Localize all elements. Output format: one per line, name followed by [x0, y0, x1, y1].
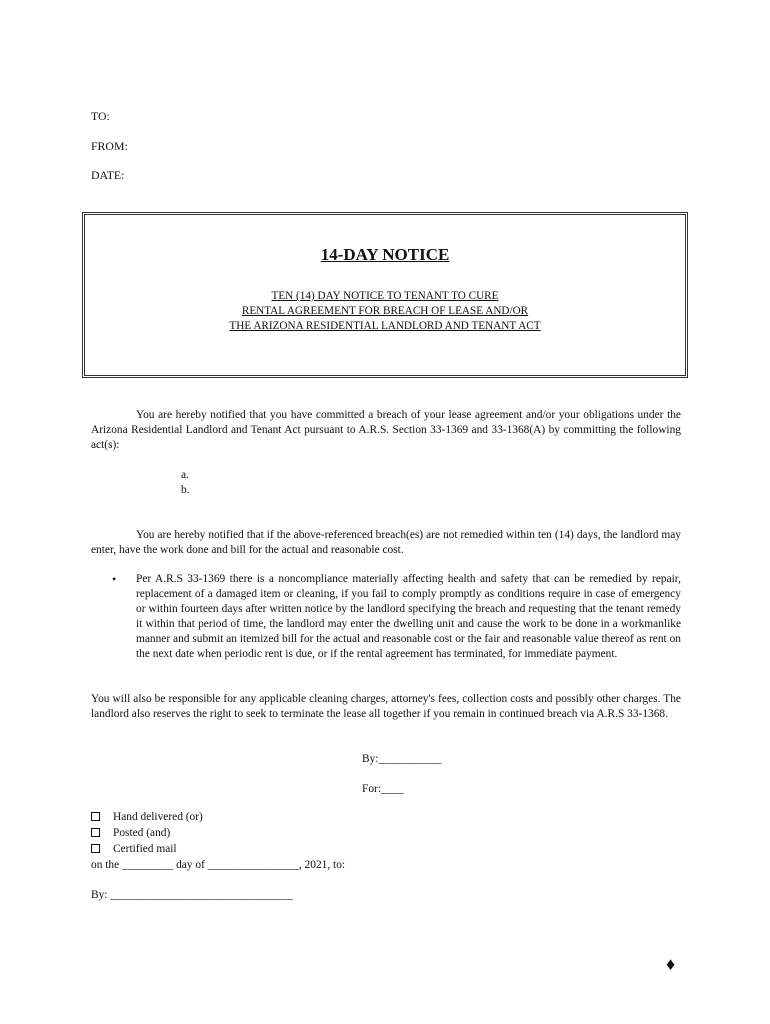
by-signature-line — [362, 752, 441, 767]
date-label: DATE: — [91, 168, 125, 182]
notice-title: 14-DAY NOTICE — [320, 245, 450, 264]
by-blank: ___________ — [378, 753, 442, 765]
for-label: For: — [362, 783, 381, 795]
delivery-by-label: By: — [91, 889, 108, 901]
checkbox-icon[interactable] — [91, 844, 100, 853]
statute-bullet-paragraph: Per A.R.S 33-1369 there is a noncompliance materially affecting health and safety that can be remedied by repair, replacement of a damaged item or cleaning, if you fail to comply promptly as conditions require in case of emergency or within fourteen days after written notice by the landlord specifying the breach and requesting that the tenant remedy it within that period of time, the landlord may enter the dwelling unit and cause the work to be done in a workmanlike manner and submit an itemized bill for the actual and reasonable cost or the fair and reasonable value thereof as rent on the next date when periodic rent is due, or if the rental agreement has terminated, for immediate payment. — [136, 573, 681, 660]
notice-title-box — [82, 212, 688, 378]
for-blank: ____ — [381, 783, 404, 795]
charges-paragraph: You will also be responsible for any applicable cleaning charges, attorney's fees, collection costs and possibly other charges. The landlord also reserves the right to seek to terminate the lease all together if you remain in continued breach via A.R.S 33-1368. — [91, 693, 681, 720]
remedy-notice-paragraph: You are hereby notified that if the above-referenced breach(es) are not remedied within ten (14) days, the landlord may enter, have the work done and bill for the actual and reasonable cost. — [91, 529, 681, 556]
to-label: TO: — [91, 109, 110, 123]
act-item-a: a. — [181, 469, 189, 481]
delivery-date-line: on the _________ day of ________________, 2021, to: — [91, 859, 346, 871]
bullet-marker: • — [112, 572, 117, 586]
notice-subtitle-line-1: TEN (14) DAY NOTICE TO TENANT TO CURE — [271, 290, 499, 302]
delivery-by-blank: ________________________________ — [110, 889, 293, 901]
checkbox-icon[interactable] — [91, 828, 100, 837]
notice-subtitle-line-2: RENTAL AGREEMENT FOR BREACH OF LEASE AND/OR — [241, 305, 529, 317]
by-label: By: — [362, 753, 379, 765]
notice-subtitle-line-3: THE ARIZONA RESIDENTIAL LANDLORD AND TENANT ACT — [229, 320, 541, 332]
diamond-icon: ♦ — [666, 954, 676, 974]
breach-notice-paragraph: You are hereby notified that you have committed a breach of your lease agreement and/or your obligations under the Arizona Residential Landlord and Tenant Act pursuant to A.R.S. Section 33-1369 and 33-1368(A) by committing the following act(s): — [91, 409, 681, 451]
delivery-option-label: Certified mail — [113, 843, 177, 855]
delivery-option-label: Posted (and) — [113, 827, 171, 839]
delivery-by-line — [91, 888, 293, 903]
from-label: FROM: — [91, 139, 128, 153]
act-item-b: b. — [181, 484, 190, 496]
delivery-option-label: Hand delivered (or) — [113, 811, 203, 823]
for-signature-line — [362, 782, 404, 797]
checkbox-icon[interactable] — [91, 812, 100, 821]
